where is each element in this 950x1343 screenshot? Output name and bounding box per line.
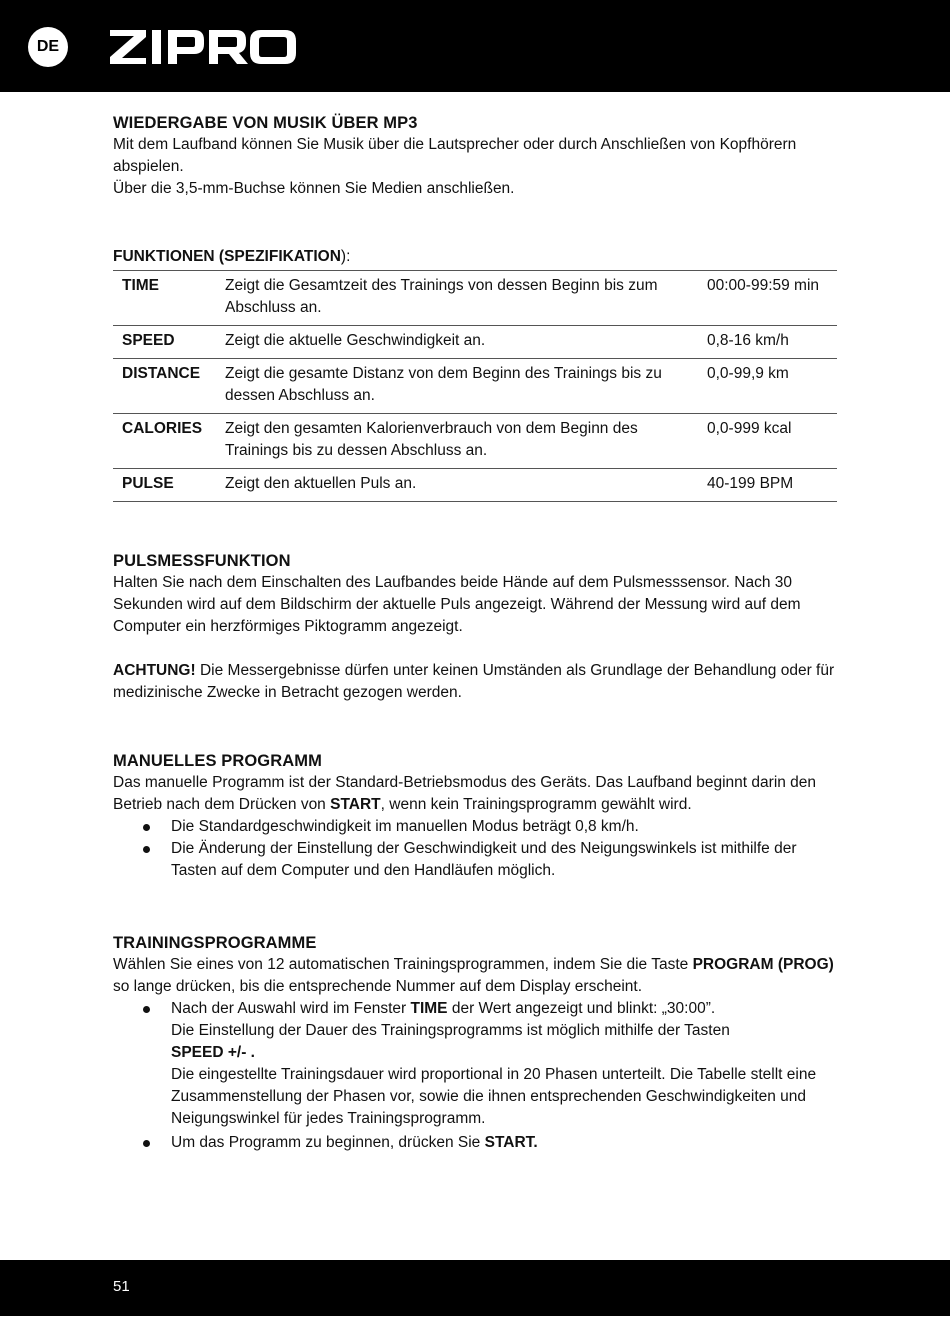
manual-text-b: , wenn kein Trainingsprogramm gewählt wird. [380, 796, 692, 813]
spec-value: 40-199 BPM [707, 469, 837, 502]
spec-key: PULSE [113, 469, 225, 502]
training-intro-a: Wählen Sie eines von 12 automatischen Trainingsprogrammen, indem Sie die Taste [113, 956, 693, 973]
training-intro [113, 954, 837, 998]
mp3-heading: WIEDERGABE VON MUSIK ÜBER MP3 [113, 114, 418, 132]
pulse-text: Halten Sie nach dem Einschalten des Laufbandes beide Hände auf dem Pulsmesssensor. Nach 30 Sekunden wird auf dem Bildschirm der aktuelle Puls angezeigt. Während der Messung wird auf dem Computer ein herzförmiges Piktogramm angezeigt. [113, 574, 801, 635]
table-row [113, 359, 837, 414]
table-row [113, 326, 837, 359]
spec-key: SPEED [113, 326, 225, 359]
list-item [113, 1132, 837, 1154]
manual-bullets [113, 816, 837, 882]
manual-text-a: Das manuelle Programm ist der Standard-Betriebsmodus des Geräts. Das Laufband beginnt darin den Betrieb nach dem Drücken von [113, 774, 817, 813]
spec-value: 0,0-99,9 km [707, 359, 837, 414]
start-keyword: START [330, 796, 381, 813]
spec-desc: Zeigt die Gesamtzeit des Trainings von dessen Beginn bis zum Abschluss an. [225, 271, 707, 326]
start-keyword-2: START. [484, 1134, 538, 1151]
zipro-logo [108, 28, 298, 66]
manual-heading: MANUELLES PROGRAMM [113, 752, 322, 770]
training-b1-line3: Die eingestellte Trainingsdauer wird proportional in 20 Phasen unterteilt. Die Tabelle stellt eine Zusammenstellung der Phasen vor, sowie die ihnen entsprechenden Geschwindigkeiten und Neigungswinkel für jedes Trainingsprogramm. [171, 1066, 817, 1127]
manual-bullet-1: Die Standardgeschwindigkeit im manuellen Modus beträgt 0,8 km/h. [171, 818, 639, 835]
pulse-heading: PULSMESSFUNKTION [113, 552, 291, 570]
spec-desc: Zeigt den gesamten Kalorienverbrauch von dem Beginn des Trainings bis zu dessen Abschluss an. [225, 414, 707, 469]
language-badge: DE [28, 27, 68, 67]
table-row [113, 414, 837, 469]
spec-heading [113, 246, 837, 268]
list-item [113, 838, 837, 882]
page-header [0, 0, 950, 92]
training-b1-line2: Die Einstellung der Dauer des Trainingsprogramms ist möglich mithilfe der Tasten [171, 1022, 730, 1039]
warning-text: Die Messergebnisse dürfen unter keinen Umständen als Grundlage der Behandlung oder für medizinische Zwecke in Betracht gezogen werden. [113, 662, 835, 701]
bullet-icon [143, 824, 150, 831]
mp3-text-1: Mit dem Laufband können Sie Musik über die Lautsprecher oder durch Anschließen von Kopfhörern abspielen. [113, 136, 797, 175]
bullet-icon [143, 1006, 150, 1013]
page-content [113, 112, 837, 1154]
program-keyword: PROGRAM (PROG) [692, 956, 834, 973]
spec-heading-bold: FUNKTIONEN (SPEZIFIKATION [113, 248, 341, 265]
warning-label: ACHTUNG! [113, 662, 196, 679]
bullet-icon [143, 1140, 150, 1147]
spec-key: TIME [113, 271, 225, 326]
speed-keyword: SPEED +/- . [171, 1044, 255, 1061]
pulse-warning [113, 660, 837, 704]
table-row [113, 469, 837, 502]
manual-bullet-2: Die Änderung der Einstellung der Geschwindigkeit und des Neigungswinkels ist mithilfe der Tasten auf dem Computer und den Handläufen möglich. [171, 840, 797, 879]
training-bullets [113, 998, 837, 1154]
training-b1-b: der Wert angezeigt und blinkt: „30:00”. [447, 1000, 716, 1017]
page-footer [0, 1260, 950, 1316]
spec-table [113, 270, 837, 502]
spec-value: 0,0-999 kcal [707, 414, 837, 469]
list-item [113, 816, 837, 838]
spec-key: DISTANCE [113, 359, 225, 414]
training-b1-a: Nach der Auswahl wird im Fenster [171, 1000, 411, 1017]
spec-desc: Zeigt die gesamte Distanz von dem Beginn des Trainings bis zu dessen Abschluss an. [225, 359, 707, 414]
time-keyword: TIME [410, 1000, 448, 1017]
spec-key: CALORIES [113, 414, 225, 469]
spec-value: 0,8-16 km/h [707, 326, 837, 359]
spec-value: 00:00-99:59 min [707, 271, 837, 326]
spec-desc: Zeigt die aktuelle Geschwindigkeit an. [225, 326, 707, 359]
bullet-icon [143, 846, 150, 853]
spec-heading-tail: ): [340, 248, 351, 265]
spec-desc: Zeigt den aktuellen Puls an. [225, 469, 707, 502]
table-row [113, 271, 837, 326]
training-intro-b: so lange drücken, bis die entsprechende Nummer auf dem Display erscheint. [113, 978, 642, 995]
training-b2-a: Um das Programm zu beginnen, drücken Sie [171, 1134, 485, 1151]
list-item [113, 998, 837, 1130]
mp3-text-2: Über die 3,5-mm-Buchse können Sie Medien anschließen. [113, 180, 515, 197]
manual-text [113, 772, 837, 816]
training-heading: TRAININGSPROGRAMME [113, 934, 317, 952]
page-number: 51 [113, 1278, 130, 1295]
